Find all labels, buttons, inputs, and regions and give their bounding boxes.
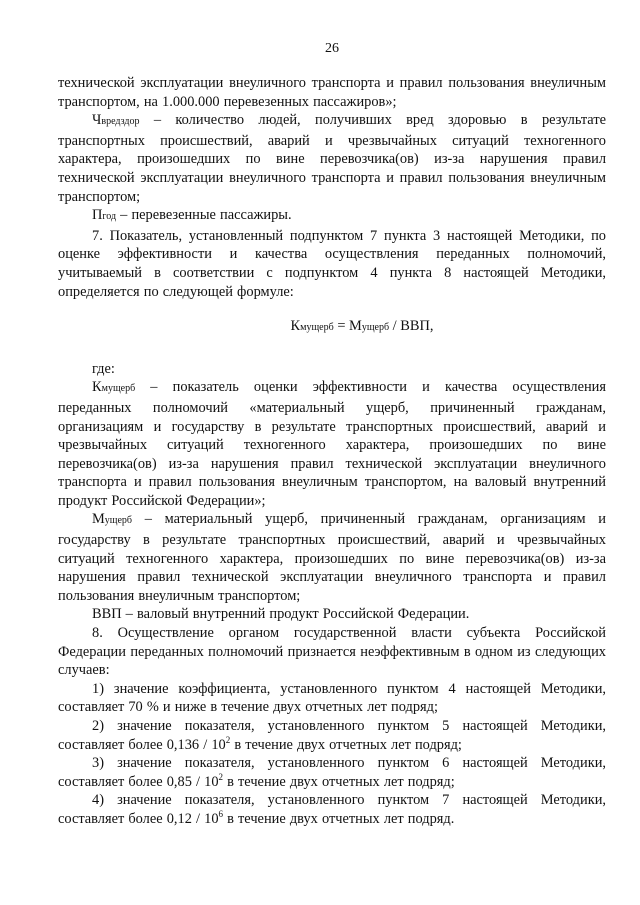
formula-rhs-symbol: М [349, 318, 362, 335]
page-number: 26 [325, 41, 339, 56]
definition-text: – показатель оценки эффективности и качества осуществления переданных полномочий «материальный ущерб, причиненный гражданам, организациям и государству в результате транспортных происшествий, аварий и чрезвычайных ситуаций техногенного характера, произошедших по вине перевозчика(ов) из-за нарушения правил технической эксплуатации внеуличного транспорта и правил пользования внеуличным транспортом, на валовый внутренний продукт Российской Федерации»; [58, 379, 606, 509]
definition-text: – перевезенные пассажиры. [116, 207, 292, 224]
symbol: Ч [92, 112, 102, 129]
definition-ch-vredzdor [58, 111, 606, 206]
symbol: К [92, 379, 102, 396]
paragraph-8: 8. Осуществление органом государственной власти субъекта Российской Федерации переданных полномочий признается неэффективным в одном из следующих случаев: [58, 625, 606, 679]
formula-lhs-subscript: мущерб [300, 322, 334, 334]
list-item-text: 2) значение показателя, установленного пунктом 5 настоящей Методики, составляет более 0,136 / 10 [58, 718, 606, 753]
list-item-text: 3) значение показателя, установленного пунктом 6 настоящей Методики, составляет более 0,85 / 10 [58, 755, 606, 790]
list-item-text-end: в течение двух отчетных лет подряд; [223, 773, 455, 790]
formula [118, 317, 606, 338]
definition-m-ushcherb [58, 510, 606, 605]
where-label: где: [92, 360, 115, 377]
paragraph-7: 7. Показатель, установленный подпунктом 7 пункта 3 настоящей Методики, по оценке эффективности и качества осуществления переданных полномочий, учитываемый в соответствии с подпунктом 4 пункта 8 настоящей Методики, определяется по следующей формуле: [58, 227, 606, 300]
list-item-4 [58, 791, 606, 828]
symbol-subscript: вредздор [101, 116, 140, 128]
exponent: 2 [218, 771, 224, 782]
list-item-text: 4) значение показателя, установленного пунктом 7 настоящей Методики, составляет более 0,12 / 10 [58, 792, 606, 827]
formula-rhs-rest: / ВВП, [389, 318, 434, 335]
exponent: 2 [225, 734, 231, 745]
definition-p-god [58, 206, 606, 227]
symbol-subscript: год [102, 211, 117, 223]
formula-rhs-subscript: ущерб [361, 322, 390, 334]
list-item-2 [58, 717, 606, 754]
symbol-subscript: мущерб [101, 383, 136, 395]
symbol: П [92, 207, 103, 224]
exponent: 6 [218, 809, 224, 820]
list-item-3 [58, 754, 606, 791]
formula-lhs-symbol: К [290, 318, 301, 335]
paragraph-continuation: технической эксплуатации внеуличного транспорта и правил пользования внеуличным транспортом, на 1.000.000 перевезенных пассажиров»; [58, 75, 606, 110]
definition-vvp: ВВП – валовый внутренний продукт Российской Федерации. [92, 606, 470, 623]
symbol-subscript: ущерб [104, 515, 133, 527]
definition-k-mushcherb [58, 378, 606, 510]
symbol: М [92, 511, 105, 528]
definition-text: – количество людей, получивших вред здоровью в результате транспортных происшествий, аварий и чрезвычайных ситуаций техногенного характера, произошедших по вине перевозчика(ов) из-за нарушения правил технической эксплуатации внеуличного транспорта и правил пользования внеуличным транспортом; [58, 112, 606, 205]
list-item-text-end: в течение двух отчетных лет подряд; [230, 736, 462, 753]
list-item-1: 1) значение коэффициента, установленного пунктом 4 настоящей Методики, составляет 70 % и ниже в течение двух отчетных лет подряд; [58, 680, 606, 716]
definition-text: – материальный ущерб, причиненный гражданам, организациям и государству в результате транспортных происшествий, аварий и чрезвычайных ситуаций техногенного характера, произошедших по вине перевозчика(ов) из-за нарушения правил технической эксплуатации внеуличного транспорта и правил пользования внеуличным транспортом; [58, 511, 606, 604]
formula-equals: = [333, 318, 350, 335]
list-item-text-end: в течение двух отчетных лет подряд. [223, 810, 455, 827]
